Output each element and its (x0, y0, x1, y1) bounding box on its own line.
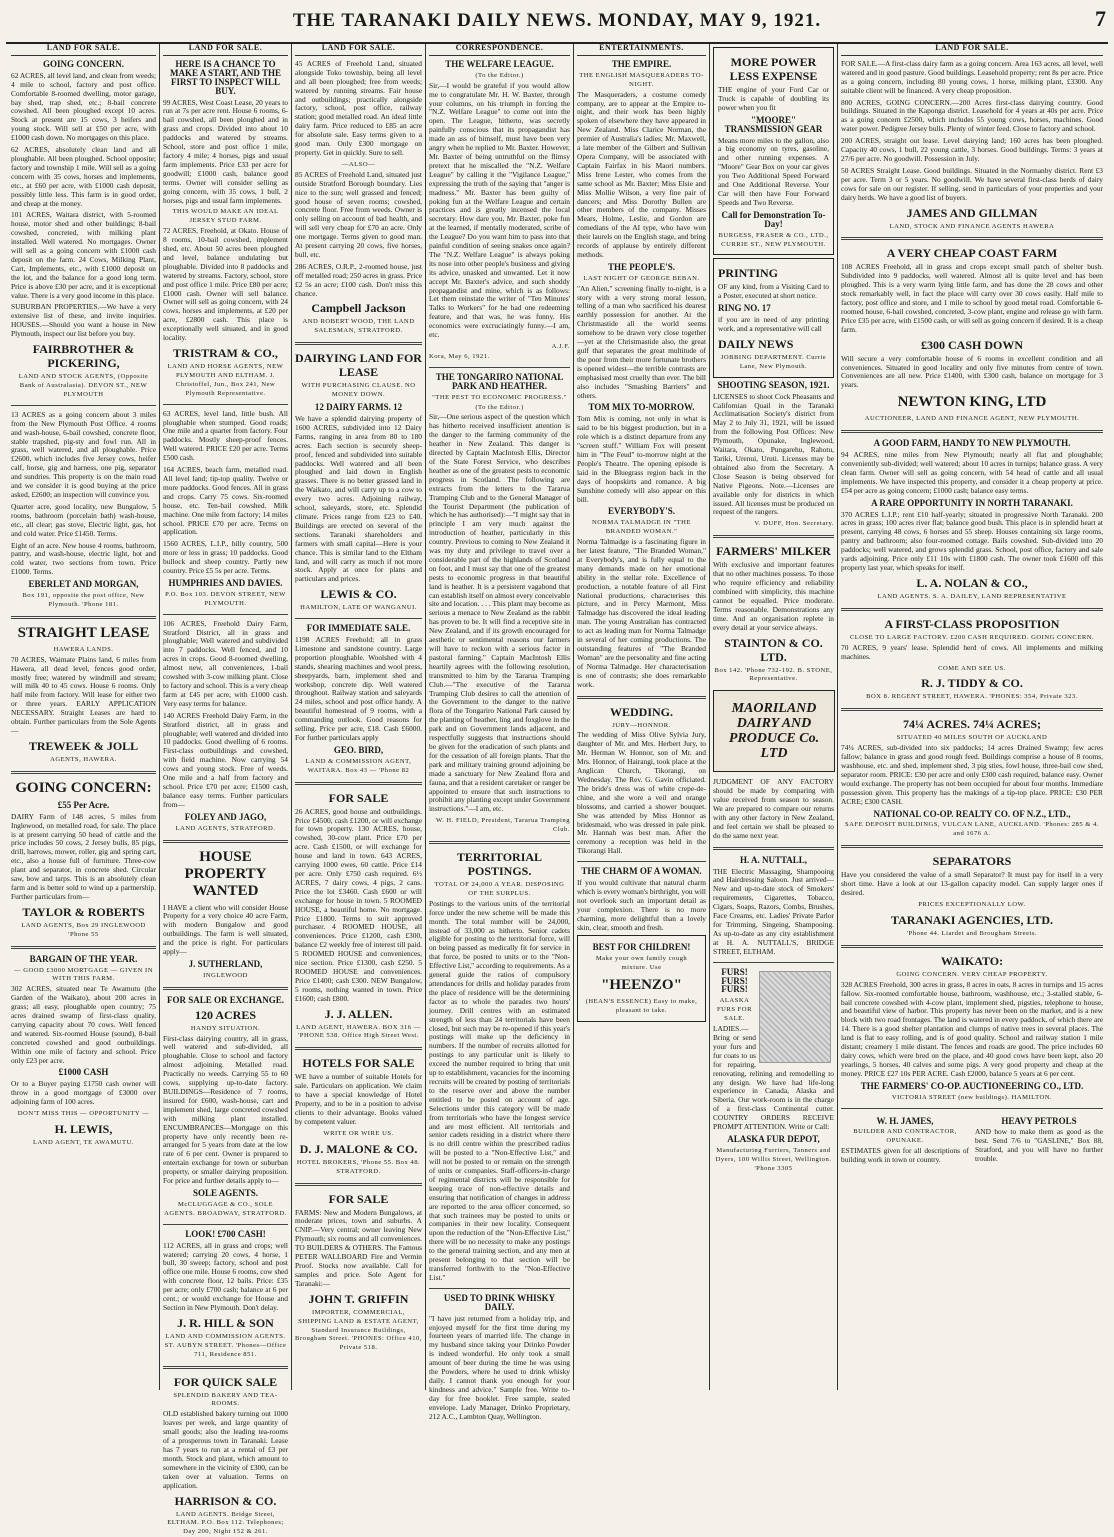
agent-name: W. H. JAMES, (876, 1115, 934, 1126)
article-title: THE TONGARIRO NATIONAL PARK AND HEATHER. (435, 371, 564, 391)
column-heading: ENTERTAINMENTS. (577, 44, 706, 56)
divider (429, 1288, 570, 1289)
agent-name: THE FARMERS' CO-OP. AUCTIONEERING CO., LTD. (860, 1080, 1084, 1091)
agent-name: FAIRBROTHER & PICKERING, (32, 342, 135, 371)
ad-signature: V. DUFF, Hon. Secretary. (754, 520, 834, 528)
article-subtitle: TOTAL OF 24,000 A YEAR. DISPOSING OF THE SURPLUS. (434, 881, 565, 897)
agent-name: H. LEWIS, (54, 1122, 113, 1136)
ad-footer: (HEAN'S ESSENCE) Easy to make, pleasant to take. (585, 998, 698, 1015)
ad-text: 85 ACRES of Freehold Land, situated just outside Stratford Borough boundary. Lies nice to the sun; well grassed and fenced; good house of seven rooms; cowshed, concrete floor. Free from weeds. Owner is only selling on account of bad health, and will sell very cheap for £70 an acre. Only one mortgage. Terms given to good man. At present carrying 20 cows, five horses, bull, etc. (295, 169, 422, 259)
agent-name: ALASKA FUR DEPOT, (727, 1133, 820, 1144)
agent-name: J. R. HILL & SON (177, 1315, 274, 1330)
agent-name: L. A. NOLAN & CO., (916, 575, 1028, 590)
ad-text: FOR SALE.—A first-class dairy farm as a going concern. Area 163 acres, all level, well watered and in good pasture. Good buildings. Leasehold property; rent 8s per acre. Price as a going concern, including 80 young cows, 1 horse, milking plant, £3300. Any suitable client will be financed. A very cheap proposition. (841, 58, 1103, 95)
ad-text: We have a splendid dairying property of 1600 ACRES, subdivided into 12 Dairy Farms, ranging in area from 80 to 180 acres. Each section is securely sheep-proof, fenced and subdivided into suitable paddocks. Well watered and all been ploughed and laid down in English grasses. There is no better grassed land in the Waikato, and will carry up to a cow to every two acres. Adjoining railway, school, saleyards, store, etc. Splendid climate. Prices range from £23 to £40. Buildings are erected on several of the sections. Taranaki shareholders and farmers with small capital—Here is your chance. This is similar land to the Eltham land, and will carry as much if not more stock. Apply at once for plans and particulars and prices. (295, 414, 422, 584)
agent-details: BUILDER AND CONTRACTOR, OPUNAKE. (853, 1128, 957, 1145)
ad-heading: HOTELS FOR SALE (302, 1056, 415, 1071)
column-3 (292, 44, 426, 1390)
agent-name: SOLE AGENTS. (192, 1187, 259, 1198)
columns (8, 43, 1106, 1536)
column-heading: LAND FOR SALE. (295, 44, 422, 56)
ad-subheading: WITH PURCHASING CLAUSE. NO MONEY DOWN. (301, 382, 416, 399)
ad-text: AND how to make them as good as the best. Send 7/6 to "GASLINE," Box 88, Stratford, and you will have no further trouble. (975, 1127, 1103, 1164)
divider (841, 945, 1103, 948)
ad-title: GOING CONCERN. (42, 58, 124, 69)
ad-price: £55 Per Acre. (57, 799, 110, 810)
agent-name: NEWTON KING, LTD (897, 394, 1047, 411)
article-subtitle: LAST NIGHT OF GEORGE BEBAN. (583, 274, 700, 282)
agent-details: HAMILTON, LATE OF WANGANUI. (300, 604, 417, 612)
article-title: EVERYBODY'S. (608, 506, 675, 517)
james-builder-ad (841, 1114, 969, 1169)
agent-name: TARANAKI AGENCIES, LTD. (890, 912, 1054, 927)
agent-name: STAINTON & CO. LTD. (724, 635, 823, 664)
ad-text: SUBURBAN PROPERTIES.—We have a very extensive list of these, and invite inquiries. HOUSES.—Should you want a house in New Plymouth, inspect our list before you buy. (11, 302, 156, 339)
agent-details: AND ROBERT WOOD, THE LAND SALESMAN, STRATFORD. (302, 318, 415, 335)
agent-details: HOTEL BROKERS, 'Phone 55. Box 48. STRATFORD. (296, 1158, 421, 1175)
ad-text: 328 ACRES Freehold, 300 acres in grass, 8 acres in oats, 8 acres in turnips and 15 acres fallow. Six-roomed comfortable house, bathroom, washhouse, etc.; 3-stalled stable, 6-bail concrete cowshed with 4-cow plant, implement shed, pigsties, telephone to house, and beautiful view of harbor. This property has never been on the market, and is a new block with two road frontages. The land is watered in every paddock, of which there are 14. There is a good shelter plantation and clumps of native trees in several places. The land is flat to easy rolling, and is of good quality. School and railway station 1 mile distant; creamery 1 mile distant. The fences and roads are good. The price includes 60 dairy cows, which were bred on the place, and 40 good cows have been kept, also 20 yearlings, 5 horses, 40 calves and some pigs. A very good property and cheap at the money. PRICE £27 10s PER ACRE. Cash £2000, balance 5 years at 6 per cent. (841, 979, 1103, 1078)
agent-name: EBERLET AND MORGAN, (28, 579, 139, 590)
article-title: WEDDING. (609, 704, 673, 719)
ad-heading: LOOK! £700 CASH! (185, 1228, 266, 1239)
article-text: Sir,—One serious aspect of the question which has hitherto received insufficient attention is the danger to the farming community of the heather in New Zealand. This danger is directed by Captain MacIntosh Ellis, Director of the State Forest Service, who describes heather as one of the greatest pests to economic progress in Scotland. The following are extracts from the letters to the Tararua Tramping Club and to the General Manager of the Tourist Department (the publication of which he has authorised):—"I might say that in principle I am very much against the introduction of heather, particularly in this country. Previous to coming to New Zealand it was my duty and privilege to travel over a considerable part of the highlands of Scotland on foot, and I must say that one of the greatest pests to economic progress in that beautiful land is heather. It is a persistent vagabond that can establish itself on almost every conceivable site and location. . . . This plant may become as serious a menace to New Zealand as the rabbit has proven to be. It will find a receptive site in New Zealand, and if its growth encouraged for aesthetic or sentimental reasons our farmers will have to reckon with a serious factor in pastoral farming." Captain MacIntosh Ellis heartily agrees with the following resolution, transmitted to him by the Tararua Tramping Club.—"The executive of the Tararua Tramping Club desires to call the attention of the Government to the danger to the native flora of the Tongariro National Park caused by the planting of heather, ling and foxglove in the park and on Government lands adjacent, and respectfully suggests that instructions should be given for the eradication of such plants and for the cessation of all foreign plants. That the park and military training ground adjoining be made a sanctuary for New Zealand flora and fauna, and that a resident caretaker or ranger be appointed to ensure that such instructions to prohibit any planting except under Government instructions."—I am, etc. (429, 412, 570, 814)
agent-details: LAND AGENTS, STRATFORD. (175, 824, 276, 832)
ad-text: 74¼ ACRES, sub-divided into six paddocks; 14 acres Drained Swamp; few acres fallow; balance in grass and good rough feed. Buildings comprise a house of 8 rooms, washhouse, etc. and shed, implement shed, 3 pig sties, fowl house, three-bail cow shed, separator room. PRICE: £30 per acre and only £300 cash required, balance easy. Owner would exchange. The property has not been occupied for about four months. Immediate possession given. This property has the makings of a tip-top place. PRICE: £30 PER ACRE; £300 CASH. (841, 743, 1103, 806)
ad-heading: MORE POWER LESS EXPENSE (729, 55, 818, 83)
divider (295, 1047, 422, 1050)
agent-details: LAND, STOCK AND FINANCE AGENTS HAWERA (889, 222, 1055, 230)
ad-heading: SHOOTING SEASON, 1921. (717, 379, 830, 390)
ad-text: ESTIMATES given for all descriptions of building work in town or country. (841, 1146, 969, 1165)
agent-details: IMPORTER, COMMERCIAL, SHIPPING LAND & ESTATE AGENT, Standard Insurance Buildings, Brougham Street. 'PHONES: Office 410, Private 518. (295, 1308, 422, 1352)
divider (295, 342, 422, 345)
ad-heading: FOR QUICK SALE (173, 1374, 278, 1389)
ad-text: 70 ACRES, Waimate Plains land, 6 miles from Hawera, all dead level, fences good order, mostly free; watered by windmill and stream; will milk 40 to 45 cows. House 6 rooms. Only half mile from factory. Will lease for either two or three years. EARLY APPLICATION NECESSARY. Straight Leases are hard to obtain. Further particulars from the Sole Agents— (11, 654, 156, 735)
ad-subheading: GOING CONCERN. VERY CHEAP PROPERTY. (896, 970, 1048, 978)
ad-text: WE have a number of suitable Hotels for sale. Particulars on application. We claim to have a special knowledge of Hotel Property, and to be in a position to advise clients to their advantage. Books valued by competent valuer. (295, 1072, 422, 1126)
ad-text: Will secure a very comfortable house of 6 rooms in excellent condition and all conveniences. Situated in good locality and only five minutes from centre of town. Conveniences are all new. Price £1400, with £300 cash, balance on mortgage for 3 years. (841, 353, 1103, 390)
divider (577, 861, 706, 862)
article-signature: A.J.F. (551, 343, 570, 350)
ad-heading: A VERY CHEAP COAST FARM (886, 246, 1058, 261)
ad-text: 112 ACRES, all in grass and crops; well watered; carrying 20 cows, 4 horse, 1 bull, 30 sweep; factory, school and post office one mile. House 6 rooms, cow shed with concrete floor, 12 bails. Price: £35 per acre; only £700 cash; balance at 6 per cent.; or would exchange for House and Section in New Plymouth. Don't delay. (163, 1240, 288, 1312)
article-title: USED TO DRINK WHISKY DAILY. (443, 1292, 556, 1312)
ad-text: 50 ACRES Straight Lease. Good buildings. Situated in the Normanby district. Rent £3 per acre. Term 3 or 5 years. No goodwill. We have several first-class herds of dairy cows for sale on our register. If selling, send in particulars of your properties and your dairy herds. We have a good list of buyers. (841, 165, 1103, 202)
logo-text: MAORILAND DAIRY AND PRODUCE Co. LTD (728, 701, 820, 762)
agent-details: LAND AND HORSE AGENTS, NEW PLYMOUTH AND ELTHAM. J. Christoffel, Jun., Box 241, New Plymouth Representative. (167, 363, 284, 397)
ad-note: —ALSO— (341, 160, 376, 168)
agent-name: D. J. MALONE & CO. (299, 1141, 418, 1156)
column-1 (8, 44, 160, 1390)
ad-heading: HOUSE PROPERTY WANTED (184, 848, 267, 899)
ad-text: 370 ACRES L.I.P.; rent £10 half-yearly; situated in progressive North Taranaki. 200 acres in grass; 100 acres river flat; balance good bush. This place is in splendid heart at present, carrying 48 cows, 6 horses and 55 sheep. Houses containing six large rooms, pantry and bathroom; also four-roomed cottage. Bails cowshed. Sub-divided into 20 paddocks; well watered, and grows splendid grass. School, post office, factory and sale yards adjoining. Price only £11 10s with £1800 cash. The owner took £1600 off this property last year, which speaks for itself. (841, 509, 1103, 572)
agent-details: SAFE DEPOSIT BUILDINGS, VULCAN LANE, AUCKLAND. 'Phones: 285 & 4. and 1676 A. (844, 821, 1100, 838)
ad-text: 200 ACRES, straight out lease. Level dairying land; 160 acres has been ploughed. Capacity 40 cows, 1 bull, 22 young cattle, 3 horses. Good buildings. Terms: 3 years at 27/6 per acre. No goodwill. Possession in July. (841, 136, 1103, 163)
divider (11, 616, 156, 619)
ad-text: Have you considered the value of a small Separator? It must pay for itself in a very short time. Have a look at our 13-gallon capacity model. Can supply larger ones if desired. (841, 870, 1103, 898)
ad-text: LICENSES to shoot Cock Pheasants and Californian Quail in the Taranaki Acclimatisation Society's district from May 2 to July 31, 1921, will be issued from the following Post Offices: New Plymouth, Opunake, Inglewood, Waitara, Okato, Pungarehu, Rahotu, Tariki, Urenui, Uruti. Licenses may be obtained also from the Secretary. A Close Season is being observed for Native Pigeons. Note.—Licenses are available only for districts in which issued. All licenses must be produced on request of the rangers. (713, 391, 834, 517)
article-text: "I have just returned from a holiday trip, and enjoyed myself for the first time during my fourteen years of married life. The change in my husband since taking your Drinko Powder is indeed wonderful. He only took a small amount of beer during the time he was using the Powders, where he used to drink whisky daily. I cannot thank you enough for your kindness and advice." Sample free. Write to-day for free booklet. Free sample, sealed envelope. Lady Manager, Drinko Proprietary, 212 A.C., Lambton Quay, Wellington. (429, 1313, 570, 1421)
ad-brand: "HEENZO" (601, 977, 682, 994)
divider (713, 847, 834, 850)
ad-text: Or to a Buyer paying £1750 cash owner will throw in a good mortgage of £3000 over adjoining farm of 100 acres. (11, 1079, 156, 1107)
article-text: If you would cultivate that natural charm which is every woman's birthright, you will not overlook such an important detail as your complexion. There is no more charming, more delightful than a lovely skin, clear, smooth and fresh. (577, 878, 706, 932)
article-text: Postings to the various units of the territorial force under the new scheme will be made this month. The total number will be 24,000, instead of 33,000 as hitherto. Senior cadets eligible for posting to the territorial force, will on being passed as medically fit for service in that force, be posted to units or to the "Non-Effective List," according to requirements. As a general guide the ratios of compulsory attendances for drills and holiday parades from the place of residence will be the determining factor as to whole the parades two hours' journey. Drill centres with an estimated strength of less than 24 territorials have been closed, but such may be re-opened if this year's postings will make up the deficiency in numbers. If the number of recruits allotted for postings to any particular unit is likely to exceed the number required to bring that unit up to establishment, vacancies for the incoming recruits will be created by posting of territorials to the reserve over and above the number entitled to be posted on account of age. Selections under this category will be made from territorials who have the longest service and are most efficient. All territorials and senior cadets residing in a district where there is no drill centre within the prescribed radius will be posted to a "Non-Effective List," and will not be posted to or remain on the strength of units or companies. Staff-officers-in-charge of regimental districts will be responsible for keeping trace of non-effective details and ensuring that notification of changes in address are reported to the area officer concerned, so that such trainees may be posted to units or companies in their new locality. Consequent upon the reduction of the "Non-Effective List," there will be no necessity to make any postings to the general training section, and any men at present belonging to that section will be transferred forthwith to the "Non-Effective List." (429, 898, 570, 1282)
printing-ad (713, 258, 834, 377)
article-text: The Masqueraders, a costume comedy company, are to appear at the Empire to-night, and their work has been highly spoken of elsewhere they have appeared in New Zealand. Miss Clarice Norman, the premier of Australia's ladies; Mr. Maxwell, a late member of the Gilbert and Sullivan Opera Company, will be associated with Captain Fairfax in his Maori numbers. Miss Irene Lester, who comes from the same school as Mr. Baxter; Miss Elsie and Miss Mollie Wilson, a very fine pair of dancers; and Miss Dorothy Bullen are other members of the company. Misses Mears, Holme, Leslie, and Gordon are comedians of the AI type, who have won their laurels on the English stage, and bring records of applause by entirely different methods. (577, 89, 706, 259)
masthead (6, 4, 1108, 44)
ad-text: Eight of an acre. New house 4 rooms, bathroom, pantry, and wash-house, electric light, hot and cold water, two sections from town. Price £1000. Terms. (11, 540, 156, 577)
ad-heading: FOR IMMEDIATE SALE. (306, 623, 411, 634)
ad-text: 1560 ACRES, L.I.P., hilly country, 500 more or less in grass; 10 paddocks. Good bullock and sheep country. Partly new country. Price £5 5s per acre. Terms. (163, 539, 288, 576)
ad-text: First-class dairying country, all in grass, well watered and sub-divided, all ploughable. Close to school and factory almost adjoining. Metalled road. Practically no weeds. Carrying 55 to 60 cows, supplying up-to-date factory. BUILDINGS—Residence of 7 rooms, insured for £600, wash-house, cart and implement shed, large concreted cowshed with milking plant installed. ENCUMBRANCES—Mortgage on this property have only recently been re-arranged for 5 years from date at the low rate of 6 per cent. Owner is prepared to entertain exchange for town or suburban property, or smaller dairying proposition. For price and further details apply to— (163, 1033, 288, 1186)
ad-brand: "MOORE" TRANSMISSION GEAR (724, 114, 823, 134)
ad-text: 1198 ACRES Freehold; all in grass Limestone and sandstone country. Large proportion ploughable. Woolshed with 4 stands, shearing machines and wool press, sheepyards, barn, implement shed and workshop, concrete dip. Well watered throughout. Railway station and saleyards 24 miles, school and post office handy. A beautiful homestead of 9 rooms, with a commanding outlook. Good reasons for selling. Price per acre, £18. Cash £6000. For further particulars apply (295, 635, 422, 742)
ad-text: 140 ACRES Freehold Dairy Farm, in the Stratford district, all in grass and ploughable; well watered and divided into 10 paddocks. Good dwelling of 6 rooms. First-class outbuildings and cowshed, with field machine. Now carrying 54 cows and young stock. Free of weeds. One mile and a half from factory and school. Price £70 per acre; £1500 cash, balance easy terms. Further particulars from— (163, 710, 288, 809)
agent-details: AGENTS, HAWERA. (50, 755, 117, 763)
ad-subheading: SPLENDID BAKERY AND TEA-ROOMS. (173, 1391, 278, 1408)
ad-text: 26 ACRES, good house and outbuildings. Price £4500, cash £1200, or will exchange for town property. 130 ACRES, house, cowshed, 30-cow plant. Price £70 per acre. Cash £1500, or will exchange for house and land in town. 643 ACRES, carrying 1000 ewes, 60 cattle. Price £14 per acre. Only £750 cash required. 6½ ACRES, 7 dairy cows, 4 pigs, 2 cans. Price the lot £3460. Cash £600 or will exchange for house in town. 5 ROOMED HOUSE, a beautiful home. No mortgage. Price £1800. Terms to suit approved purchaser. 4 ROOMED HOUSE, all conveniences. Price £1200, cash £300, balance £2 weekly free of interest till paid. 5 ROOMED HOUSE and conveniences, nice section. Price £1300, cash £250. 5 ROOMED HOUSE and conveniences. Price £1400; cash £300. NEW Bungalow, 5 rooms, nothing wanted in town. Price £1600; cash £800. (295, 806, 422, 1003)
ad-text: 63 ACRES, level land, little bush. All ploughable when stumped. Good roads; One mile and a quarter from factory. Four paddocks. Mostly sheep-proof fences. Well watered. PRICE £20 per acre. Terms £500 cash. (163, 408, 288, 463)
agent-details: P.O. Box 103. DEVON STREET, NEW PLYMOUTH. (165, 590, 286, 607)
ad-heading: FURS! FURS! FURS! (721, 966, 748, 995)
agent-details: VICTORIA STREET (new buildings). HAMILTON. (891, 1093, 1053, 1101)
divider (429, 841, 570, 844)
ad-text: 62 ACRES, absolutely clean land and all ploughable. All been ploughed. School opposite; factory and township 1 mile. Will sell as a going concern with 35 cows, horses and implements, etc., at £60 per acre, with £1000 cash deposit, possibly little less. This farm is in good order, and cheap at the money. (11, 145, 156, 208)
ad-heading: A RARE OPPORTUNITY IN NORTH TARANAKI. (871, 497, 1073, 508)
divider (295, 1183, 422, 1186)
ad-text: 62 ACRES, all level land, and clean from weeds; 4 mile to school, factory and post office. Comfortable 8-roomed dwelling, motor garage, bay shed, trap shed, etc.; 8-bail concrete cowshed. All been ploughed except 10 acres. Stock at present are 15 cows, 3 heifers and young stock. Will sell at £50 per acre, with £1000 cash down. No mortgages on this place. (11, 70, 156, 143)
ad-text: 99 ACRES, West Coast Lease, 20 years to run at 7s per acre rent. House 6 rooms, 6-bail cowshed, all been ploughed and in grass and crops. Divided into about 10 paddocks and watered by streams. School, store and post office 1 mile, factory 4 mile; 4 horses, pigs and usual farm implements. Price £33 per acre for goodwill; £1000 cash, balance good terms. Owner will consider selling as going concern, with 35 cows, 1 bull, 2 horses, pigs and usual farm implements. (163, 97, 288, 205)
article-text: Norma Talmadge is a fascinating figure in her latest feature, "The Branded Woman," at Everybody's, and is fully equal to the many demands made on her emotional ability in the stellar role. Excellence of production, a notable feature of all First National productions, characterises this picture, and in Percy Marmont, Miss Talmadge has discovered the ideal leading man. The young Australian has contracted to act as leading man for Norma Talmadge in several of her coming productions. The outstanding features of "The Branded Woman" are the personality and fine acting of Norma Talmadge. Her characterisation is one of contrasts; she does remarkable work. (577, 537, 706, 689)
ad-heading: PRINTING (718, 266, 779, 281)
ad-subheading: CLOSE TO LARGE FACTORY. £200 CASH REQUIRED. GOING CONCERN. (849, 633, 1095, 641)
article-title: THE CHARM OF A WOMAN. (581, 866, 702, 877)
article-text: "An Alien," screening finally to-night, is a story with a very strong moral lesson, telling of a man who sacrificed his dearest earthly possession for another. At the Christmastide all the world seems somehow to be drawn very close together—yet at the Christmastide also, the great gulf that separates the great multitude of the poor from their more fortunate brothers is opened widest—the terrible contrasts are emphasised most cruelly than ever. The bill also includes "Smashing Barriers" and others. (577, 283, 706, 400)
ad-text: THE Electric Massaging, Shampooing and Hairdressing Saloon. Just arrived—New and up-to-date stock of Smokers' requirements, Cigarettes, Tobacco, Cigars, Soaps, Razors, Combs, Brushes, Face Creams, etc. Ladies' Private Parlor for Trimming, Singeing, Shampooing. As up-to-date as any city establishment at H. A. NUTTALL'S, BRIDGE STREET, ELTHAM. (713, 866, 834, 956)
ad-note: COME AND SEE US. (938, 664, 1006, 672)
ad-note: WRITE OR WIRE US. (323, 1129, 394, 1137)
ad-text: With exclusive and important features that no other machines possess. To those who require efficiency and reliability combined with simplicity, this machine cannot be equalled. Price moderate. Terms reasonable. Demonstrations any time. And an organisation replete in every detail at your service always. (713, 560, 834, 632)
agent-name: J. SUTHERLAND, (188, 958, 263, 969)
column-heading: LAND FOR SALE. (841, 44, 1103, 56)
ad-text: DAIRY Farm of 148 acres, 5 miles from Inglewood, on metalled road, for sale. The place is at present carrying 50 head of cattle and the price includes 50 cows, 2 Jersey bulls, 85 pigs, drill, harrows, mower, roller, gig and spring cart, etc., also a house full of furniture. Three-cow plant and separator, in concrete shed. Circular saw, bow and tarps. This is an absolutely clean farm and is better sold to wind up a partnership. Further particulars from— (11, 811, 156, 901)
agent-details: LAND AGENT, TE AWAMUTU. (32, 1139, 134, 1146)
ad-heading: GOING CONCERN: (15, 779, 152, 796)
ad-text: 13 ACRES as a going concern about 3 miles from the New Plymouth Post Office. 4 rooms and wash-house, 6-bail cowshed, concrete floor, stable trapshed, pig-sty and fowl run. All in grass, well watered, and all ploughable. Price £2600, which includes five Jersey cows, heifer calf, horse, gig and harness, one pig, separator and sundries. This property is on the main road and we consider it is good buying at the price asked, £2600; an inspection will convince you. (11, 409, 156, 499)
ad-heading: BEST FOR CHILDREN! (592, 942, 691, 953)
ad-heading: FARMERS' MILKER (716, 544, 831, 559)
ad-heading: WAIKATO: (940, 953, 1004, 968)
article-title: THE WELFARE LEAGUE. (445, 58, 554, 69)
ad-heading: FOR SALE (328, 790, 389, 805)
ad-text: JUDGMENT OF ANY FACTORY should be made by comparing with value received from season to season. We are prepared to compare our returns with any other factory in New Zealand, and feel certain we shall be pleased to do the same next year. (713, 777, 834, 840)
ad-price: £300 CASH DOWN (920, 337, 1023, 352)
divider (163, 1224, 288, 1225)
article-text: Sir,—I would be grateful if you would allow me to congratulate Mr. H. W. Baxter, through your columns, on his triumph in forcing the "N.Z. Welfare League" to come out into the open. The League, hitherto, was secretly painfully conscious that its propagandist has made an ass of himself, must have been very angry when he replied to Mr. Baxter. However, Mr. Baxter of being untruthful on the flimsy pretext that he miscalled the "N.Z. Welfare League" by calling it the "Vigilance League," expressing the truth of the saying that "anger is madness." Mr. Baxter has been guilty of poking fun at the Welfare League and certain practices and is greatly incensed the local secretary. How dare you, Mr. Baxter, poke fun at the learned, if mentally moderated, scribe of the League? Do you want him to pass into that painful condition of seeing snakes once again? The "N.Z. Welfare League" is always poking its nose into other people's business and giving its advice, unasked and unwanted. Let it now accept Mr. Baxter's advice, and such shoddy propagandist and mine, which is as follows: Let them reinstate the writer of "Ten Minutes' Talks to Workers" for he had one redeeming feature, and that was, he was funny. His economics were excruciatingly funny.—I am, etc. (429, 80, 570, 340)
agent-name: HARRISON & CO. (174, 1493, 277, 1508)
divider (11, 946, 156, 949)
ad-heading: SEPARATORS (932, 854, 1012, 869)
ad-ring: RING NO. 17 (718, 303, 771, 314)
ad-text: 45 ACRES of Freehold Land, situated alongside Toko township, being all level and all been ploughed; free from weeds; watered by running streams. Fair house and outbuildings; practically alongside factory, school, post office, railway station; good metalled road. An ideal little dairy farm. Price reduced to £85 an acre for absolute sale. Easy terms given to a good man. Only £300 mortgage on property. Get in quickly. Sure to sell. (295, 58, 422, 157)
article-date: Kora, May 6, 1921. (429, 352, 490, 360)
ad-heading: FOR SALE OR EXCHANGE. (166, 994, 284, 1005)
heavy-petrols-ad (975, 1114, 1103, 1169)
divider (163, 404, 288, 405)
article-signature: W. H. FIELD, President, Tararua Tramping Club. (435, 817, 570, 834)
agent-details: LAND AGENT, HAWERA. BOX 316 — 'PHONE 538. Office High Street West. (296, 1023, 421, 1040)
agent-name: FOLEY AND JAGO, (184, 811, 267, 822)
agent-details: LAND AND STOCK AGENTS, (Opposite Bank of Australasia). DEVON ST., NEW PLYMOUTH (18, 373, 149, 398)
page-number: 7 (1095, 6, 1106, 31)
ad-text: 70 ACRES, 9 years' lease. Splendid herd of cows. All implements and milking machines. (841, 642, 1103, 661)
article-title: TERRITORIAL POSTINGS. (456, 850, 543, 879)
divider (163, 987, 288, 990)
agent-name: TAYLOR & ROBERTS (22, 904, 145, 919)
agent-details: JOBBING DEPARTMENT. Currie Lane, New Plymouth. (720, 353, 827, 370)
agent-details: Box 191, opposite the post office, New Plymouth. 'Phone 181. (22, 592, 145, 608)
agent-name: TRISTRAM & CO., (173, 346, 278, 360)
divider (295, 618, 422, 619)
ad-heading: A FIRST-CLASS PROPOSITION (884, 616, 1060, 631)
bottom-ads-row (841, 1114, 1103, 1169)
agent-name: NATIONAL CO-OP. REALTY CO. OF N.Z., LTD., (873, 808, 1071, 819)
article-title: TOM MIX TO-MORROW. (588, 402, 695, 413)
agent-details: 'Phone 44. Liardet and Brougham Streets. (906, 929, 1038, 937)
agent-details: LAND AND COMMISSION AGENTS. ST. AUBYN STREET. 'Phones—Office 711, Residence 851. (164, 1332, 287, 1358)
column-heading: CORRESPONDENCE. (429, 44, 570, 56)
fox-illustration-icon (759, 971, 831, 1063)
divider (841, 708, 1103, 711)
divider (841, 430, 1103, 433)
ad-text: 800 ACRES, GOING CONCERN.—200 Acres first-class dairying country. Good buildings. Situated in the Kaponga district. Leasehold for 4 years at 40s per acre. Price as a going concern £2500, which includes 55 young cows, horses, machines. Good water power. Pedigree Jersey bulls. Plenty of winter feed. Close to factory and school. (841, 97, 1103, 134)
divider (429, 367, 570, 368)
article-title: THE PEOPLE'S. (607, 261, 676, 272)
ad-heading: 74¼ ACRES. 74¼ ACRES; (902, 717, 1042, 732)
ad-price: £1000 CASH (58, 1067, 109, 1078)
agent-details: AUCTIONEER, LAND AND FINANCE AGENT, NEW PLYMOUTH. (864, 415, 1080, 423)
ad-text: 106 ACRES, Freehold Dairy Farm, Stratford District, all in grass and ploughable; Well watered and subdivided into 7 paddocks. Well fenced, and 10 acres in crops. Good 8-roomed dwelling, almost new, all conveniences, 1-bail cowshed with 3-cow milking plant. Close to factory and school. This is a very cheap farm at £45 per acre, with £1000 cash. Very easy terms for balance. (163, 618, 288, 708)
article-subtitle: THE ENGLISH MASQUERADERS TO-NIGHT. (579, 71, 704, 88)
ad-big: 12 DAIRY FARMS. 12 (314, 402, 403, 413)
ad-subheading: — GOOD £3000 MORTGAGE — GIVEN IN WITH THIS FARM. (13, 966, 154, 983)
agent-details: BOX 8. REGENT STREET, HAWERA. 'PHONES: 354, Private 323. (866, 693, 1078, 701)
ad-subheading: ALASKA FURS FOR SALE. (717, 997, 752, 1023)
ad-text: LADIES.—Bring or send your furs and fur coats to us for repairing, renovating, relining and remodelling to any design. We have had life-long experience in Canada, Alaska and Siberia. Our work-room is in the charge of a first-class Continental cutter. COUNTRY ORDERS RECEIVE PROMPT ATTENTION. Write or Call: (713, 1024, 834, 1132)
agent-name: JAMES AND GILLMAN (906, 205, 1038, 220)
divider (713, 962, 834, 963)
heenzo-ad (577, 935, 706, 1022)
ad-subheading: HANDY SITUATION. (190, 1024, 261, 1032)
ad-text: Means more miles to the gallon, also a big economy on tyres, gasoline, and other running expenses. A "Moore" Gear Box on your car gives you Two Additional Speed Forward and One Additional Reverse. Your Car will then have Four Forward Speeds and Two Reverse. (718, 135, 829, 207)
moore-gear-ad (713, 47, 834, 255)
maoriland-dairy-logo (713, 690, 835, 772)
agent-name: J. J. ALLEN. (324, 1006, 393, 1021)
ad-heading: DAIRYING LAND FOR LEASE (295, 351, 422, 380)
ad-text: OLD established bakery turning out 1000 loaves per week, and large quantity of small goods; also the leading tea-rooms of a prosperous town in Taranaki. Lease has 7 years to run at a rental of £3 per month. Stock and plant, which amount to somewhere in the vicinity of £300, can be taken over at valuation. Terms on application. (163, 1409, 288, 1490)
ad-text: if you are in need of any printing work, and a representative will call (718, 315, 829, 334)
column-2 (160, 43, 292, 1536)
agent-details: Box 142. 'Phone 732-192. B. STONE, Representative. (714, 666, 833, 683)
divider (841, 237, 1103, 240)
newspaper-title: THE TARANAKI DAILY NEWS. MONDAY, MAY 9, 1921. (292, 10, 822, 31)
article-subtitle: NORMA TALMADGE IN "THE BRANDED WOMAN." (592, 519, 691, 536)
agent-name: Campbell Jackson (311, 301, 406, 316)
column-7 (838, 44, 1106, 1390)
divider (163, 1366, 288, 1369)
divider (841, 845, 1103, 848)
agent-name: LEWIS & CO. (320, 587, 397, 602)
agent-name: JOHN T. GRIFFIN (308, 1291, 409, 1306)
column-4 (426, 43, 574, 1421)
ad-text: Quarter acre, good locality, new Bungalow, 5 rooms, bathroom (porcelain bath) wash-house, etc., all clear; gas stove, Electric light, gas, hot and cold water. Price £1450. Terms. (11, 501, 156, 538)
agent-name: HUMPHRIES AND DAVIES. (168, 577, 283, 588)
divider (577, 696, 706, 699)
ad-text: 286 ACRES, O.R.P., 2-roomed house, just off metalled road; 250 acres in grass. Price £2 5s an acre; £100 cash. Don't miss this chance. (295, 261, 422, 298)
divider (295, 782, 422, 785)
ad-note: PRICES EXCEPTIONALLY LOW. (918, 901, 1026, 908)
ad-note: THIS WOULD MAKE AN IDEAL JERSEY STUD FARM. (172, 208, 279, 225)
column-heading: LAND FOR SALE. (11, 44, 156, 56)
divider (841, 608, 1103, 611)
agent-details: LAND AGENTS. S. A. DAILEY, LAND REPRESENTATIVE (877, 592, 1067, 600)
column-5 (574, 44, 710, 1390)
agent-name: GEO. BIRD, (333, 744, 384, 755)
ad-heading: BARGAIN OF THE YEAR. (29, 953, 138, 964)
ad-heading: HERE IS A CHANCE TO MAKE A START, AND THE FIRST TO INSPECT WILL BUY. (170, 58, 281, 96)
ad-subheading: SITUATED 40 MILES SOUTH OF AUCKLAND (896, 734, 1048, 742)
ad-big: 120 ACRES (194, 1007, 256, 1022)
ad-call: Call for Demonstration To-Day! (721, 209, 826, 229)
ad-text: 302 ACRES, situated near Te Awamutu (the Garden of the Waikato), about 200 acres in grass; all easy, ploughable open country; 75 acres drained swamp of first-class quality, carrying capacity about 70 cows. Well fenced and watered. Six-roomed House (sound), 8-bail concreted cowshed and good outbuildings. Within one mile of factory and school. Price only £23 per acre. (11, 984, 156, 1065)
agent-name: TREWEEK & JOLL (28, 738, 139, 753)
ad-text: OF any kind, from a Visiting Card to a Poster, executed at short notice. (718, 282, 829, 301)
article-title: THE EMPIRE. (611, 58, 672, 69)
ad-heading: FOR SALE (328, 1191, 389, 1206)
agent-name: R. J. TIDDY & CO. (921, 676, 1023, 691)
divider (713, 535, 834, 538)
agent-details: LAND AGENTS. Bridge Street, ELTHAM. P.O. Box 112. Telephones; Day 200, Night 152 & 261. (167, 1510, 284, 1536)
ad-heading: A GOOD FARM, HANDY TO NEW PLYMOUTH. (873, 438, 1071, 449)
agent-name: H. A. NUTTALL, (739, 854, 808, 865)
ad-brand: DAILY NEWS (718, 336, 794, 351)
ad-text: 164 ACRES, beach farm, metalled road. All level land; tip-top quality. Twelve or more paddocks. Good fences. All in grass and crops. Carry 75 cows. Six-roomed house, etc. Ten-bail cowshed. Milk machine. One mile from factory; 14 miles school. PRICE £70 per acre. Terms on application. (163, 465, 288, 537)
ad-text: THE engine of your Ford Car or Truck is capable of doubling its power when you fit (718, 85, 829, 112)
agent-details: McCLUGGAGE & CO., SOLE AGENTS. BROADWAY, STRATFORD. (164, 1200, 287, 1217)
article-subtitle: (To the Editor.) (475, 71, 524, 79)
ad-text: I HAVE a client who will consider House Property for a very choice 40 acre Farm, with modern Bungalow and good outbuildings. The farm is well situated, and the price is right. For particulars apply— (163, 902, 288, 957)
ad-text: 94 ACRES, nine miles from New Plymouth; nearly all flat and ploughable; conveniently sub-divided; well watered; about 10 acres in turnips; balance grass. A very clean farm. Owner will sell as going concern, with 54 head of cattle and all usual implements. We have inspected this property, and consider it a cheap property at price. £54 per acre as going concern; £1000 cash; balance easy terms. (841, 450, 1103, 495)
article-subtitle: "THE PEST TO ECONOMIC PROGRESS." (432, 393, 567, 401)
ad-text: 72 ACRES, Freehold, at Okato. House of 8 rooms, 10-bail cowshed, implement shed, etc. About 50 acres been ploughed and level, balance undulating but ploughable. Divided into 8 paddocks and watered by streams. Factory, school, store and post office 1 mile. Price £80 per acre; £1000 cash. Owner will sell balance. Owner will sell as going concern, with 24 cows, horses and implements, at £20 per acre, £2800 cash. This place is exceptionally well situated, and in good locality. (163, 226, 288, 343)
divider (841, 1108, 1103, 1109)
article-subtitle: (To the Editor.) (475, 403, 524, 411)
ad-text: 101 ACRES, Waitara district, with 5-roomed house, motor shed and other buildings; 8-bail cowshed, concreted, with milking plant installed. Well watered. No mortgages. Owner will sell as a going concern with £1000 cash deposit on the farm. 24 Cows, Milking Plant, Cart, Implements, etc., with £1000 deposit on the lot, and the balance for a good long term. Price is above £30 per acre, and it is exceptional value. There is a very good income in this place. (11, 210, 156, 300)
agent-details: BURGESS, FRASER & CO., LTD., CURRIE ST., NEW PLYMOUTH. (718, 231, 829, 248)
ad-text: FARMS: New and Modern Bungalows, at moderate prices, town and suburbs. A CNIP.—Very central; owner leaving New Plymouth; six rooms and all conveniences. TO BUILDERS & OTHERS. The Famous PETER WALLBOARD Fire and Vermin Proof. Stocks now available. Call for samples and price. Sole Agent for Taranaki:— (295, 1207, 422, 1288)
column-6 (710, 44, 838, 1390)
ad-subheading: Make your own family cough mixture. Use (595, 955, 688, 972)
agent-details: Manufacturing Furriers, Tanners and Dyers, 100 Willis Street, Wellington. 'Phone 3305 (715, 1146, 832, 1172)
ad-heading: HEAVY PETROLS (1001, 1115, 1077, 1126)
divider (11, 405, 156, 406)
divider (163, 840, 288, 843)
article-text: The wedding of Miss Olive Sylvia Jury, daughter of Mr. and Mrs. Herbert Jury, to Mr. Herman W. Honnor, son of Mr. and Mrs. Honnor, of Hairangi, took place at the Anglican Church, Tikorangi, on Wednesday. The Rev. G. Gavin officiated. The bride's dress was of white crepe-de-chine, and she wore a veil and orange blossoms, and carried a shower bouquet. She was attended by Miss Honnor as bridesmaid, who was dressed in pale pink. Mr. Hannah was best man. After the ceremony a reception was held in the Tikorangi Hall. (577, 730, 706, 856)
article-subtitle: JURY—HONNOR. (612, 721, 671, 729)
agent-details: INGLEWOOD (203, 971, 248, 979)
agent-details: LAND AGENTS, Box 29 INGLEWOOD 'Phone 55 (21, 921, 146, 938)
ad-subheading: HAWERA LANDS. (53, 645, 114, 653)
ad-text: 108 ACRES Freehold, all in grass and crops except small patch of shelter bush. Subdivided into 9 paddocks, well watered. Almost all is quite level and has been ploughed. This is a very warm lying little farm, and has done the 28 cows and other stock remarkably well, in fact the place will carry over 30 cows easily. Half mile to factory, post office and store, and 1 mile to school by good metal road. Comfortable 6-roomed house, 6-bail cowshed, concreted, 3-cow plant, engine and release go with farm. Price £35 per acre, with £1500 cash, or will sell as going concern if desired. It is a cheap farm. (841, 262, 1103, 334)
ad-subheading: DON'T MISS THIS — OPPORTUNITY — (17, 1110, 150, 1118)
divider (11, 771, 156, 774)
ad-heading: STRAIGHT LEASE (17, 624, 150, 641)
agent-details: LAND & COMMISSION AGENT, WAITARA. Box 43 — 'Phone 82 (305, 757, 412, 774)
article-text: Tom Mix is coming, not only in what is said to be his biggest production, but in a role which is a distinct departure from any "screen stuff." William Fox will present him in "The Feud" to-morrow night at the People's Theatre. The opening episode is laid in the Bluegrass region back in the days of hoopskirts and romance. A big Sunshine comedy will also appear on this bill. (577, 414, 706, 504)
divider (163, 614, 288, 615)
column-heading: LAND FOR SALE. (163, 44, 288, 56)
